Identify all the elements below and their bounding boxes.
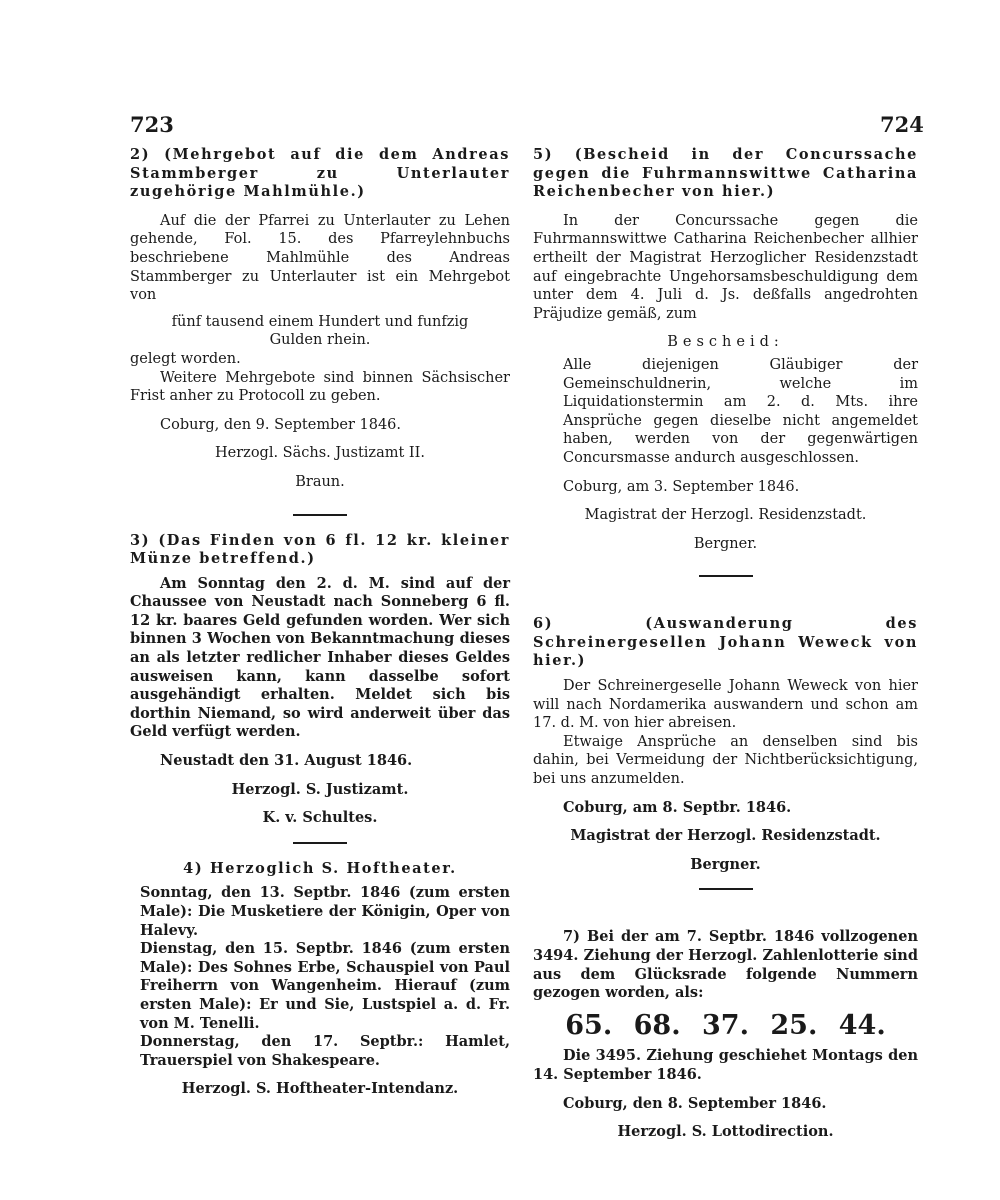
notice-2-after: gelegt worden. — [130, 350, 241, 367]
notice-7-date: Coburg, den 8. September 1846. — [563, 1094, 827, 1112]
theater-entry-tuesday: Dienstag, den 15. Septbr. 1846 (zum ersten Male): Des Sohnes Erbe, Schauspiel von Paul Freiherrn von Wangenheim. Hierauf (zum ersten Male): Er und Sie, Lustspiel a. d. Fr. von M. Tenelli. — [140, 940, 510, 1032]
notice-5-heading: 5) (Bescheid in der Concurssache gegen die Fuhrmannswittwe Catharina Reichenbecher von hier.) — [533, 146, 918, 201]
notice-6-date: Coburg, am 8. Septbr. 1846. — [563, 798, 792, 816]
notice-5-decision: Alle diejenigen Gläubiger der Gemeinschuldnerin, welche im Liquidationstermin am 2. d. Mts. ihre Ansprüche gegen dieselbe nicht angemeldet haben, werden von der gegenwärtigen Concursmasse andurch ausgeschlossen. — [563, 356, 918, 466]
notice-2-heading: 2) (Mehrgebot auf die dem Andreas Stammberger zu Unterlauter zugehörige Mahlmühle.) — [130, 146, 510, 201]
lottery-numbers: 65. 68. 37. 25. 44. — [565, 1009, 886, 1041]
separator-rule — [699, 888, 753, 890]
page-number-right: 724 — [880, 112, 924, 137]
notice-3-heading: 3) (Das Finden von 6 fl. 12 kr. kleiner Münze betreffend.) — [130, 531, 510, 568]
notice-2-signature: Braun. — [295, 473, 345, 490]
page-number-left: 723 — [130, 112, 174, 137]
notice-3-office: Herzogl. S. Justizamt. — [231, 780, 409, 798]
notice-6-body-2: Etwaige Ansprüche an denselben sind bis dahin, bei Vermeidung der Nichtberücksichtigung, bei uns anzumelden. — [533, 733, 918, 788]
notice-5-body: In der Concurssache gegen die Fuhrmannswittwe Catharina Reichenbecher allhier ertheilt der Magistrat Herzoglicher Residenzstadt auf eingebrachte Ungehorsamsbeschuldigung dem unter dem 4. Juli d. Js. deßfalls angedrohten Präjudize gemäß, zum — [533, 212, 918, 322]
separator-rule — [293, 842, 347, 844]
separator-rule — [293, 514, 347, 516]
notice-6-body-1: Der Schreinergeselle Johann Weweck von hier will nach Nordamerika auswandern und schon am 17. d. M. von hier abreisen. — [533, 678, 918, 732]
notice-2-more: Weitere Mehrgebote sind binnen Sächsischer Frist anher zu Protocoll zu geben. — [130, 369, 510, 405]
notice-2-amount: fünf tausend einem Hundert und funfzig Gulden rhein. — [171, 313, 469, 349]
notice-7-next-draw: Die 3495. Ziehung geschiehet Montags den 14. September 1846. — [533, 1047, 918, 1083]
notice-6-office: Magistrat der Herzogl. Residenzstadt. — [570, 827, 881, 845]
notice-2-body: Auf die der Pfarrei zu Unterlauter zu Lehen gehende, Fol. 15. des Pfarreylehnbuchs beschriebene Mahlmühle des Andreas Stammberger zu Unterlauter ist ein Mehrgebot von — [130, 212, 510, 304]
theater-entry-thursday: Donnerstag, den 17. Septbr.: Hamlet, Trauerspiel von Shakespeare. — [140, 1033, 510, 1069]
notice-7-office: Herzogl. S. Lottodirection. — [617, 1123, 834, 1141]
theater-entry-sunday: Sonntag, den 13. Septbr. 1846 (zum ersten Male): Die Musketiere der Königin, Oper von Halevy. — [140, 884, 510, 939]
notice-3-signature: K. v. Schultes. — [262, 809, 378, 827]
notice-3-date: Neustadt den 31. August 1846. — [160, 752, 413, 770]
separator-rule — [699, 575, 753, 577]
left-column — [130, 146, 510, 1099]
notice-4-signature: Herzogl. S. Hoftheater-Intendanz. — [181, 1080, 459, 1098]
notice-5-date: Coburg, am 3. September 1846. — [563, 478, 800, 495]
notice-3-body: Am Sonntag den 2. d. M. sind auf der Chaussee von Neustadt nach Sonneberg 6 fl. 12 kr. baares Geld gefunden worden. Wer sich binnen 3 Wochen von Bekanntmachung dieses an als letzter redlicher Inhaber dieses Geldes ausweisen kann, kann dasselbe sofort ausgehändigt erhalten. Meldet sich bis dorthin Niemand, so wird anderweit über das Geld verfügt werden. — [130, 574, 510, 741]
notice-5-office: Magistrat der Herzogl. Residenzstadt. — [584, 507, 867, 524]
notice-2-date: Coburg, den 9. September 1846. — [160, 416, 401, 433]
notice-2-office: Herzogl. Sächs. Justizamt II. — [215, 445, 425, 462]
notice-5-bescheid: Bescheid: — [667, 334, 784, 351]
notice-4-heading: 4) Herzoglich S. Hoftheater. — [183, 859, 457, 877]
notice-6-heading: 6) (Auswanderung des Schreinergesellen Johann Weweck von hier.) — [533, 615, 918, 670]
notice-7-body: 7) Bei der am 7. Septbr. 1846 vollzogenen 3494. Ziehung der Herzogl. Zahlenlotterie sind aus dem Glücksrade folgende Nummern gezogen worden, als: — [533, 928, 918, 1002]
right-column — [533, 146, 918, 1142]
notice-5-signature: Bergner. — [693, 535, 758, 552]
notice-6-signature: Bergner. — [690, 855, 761, 873]
